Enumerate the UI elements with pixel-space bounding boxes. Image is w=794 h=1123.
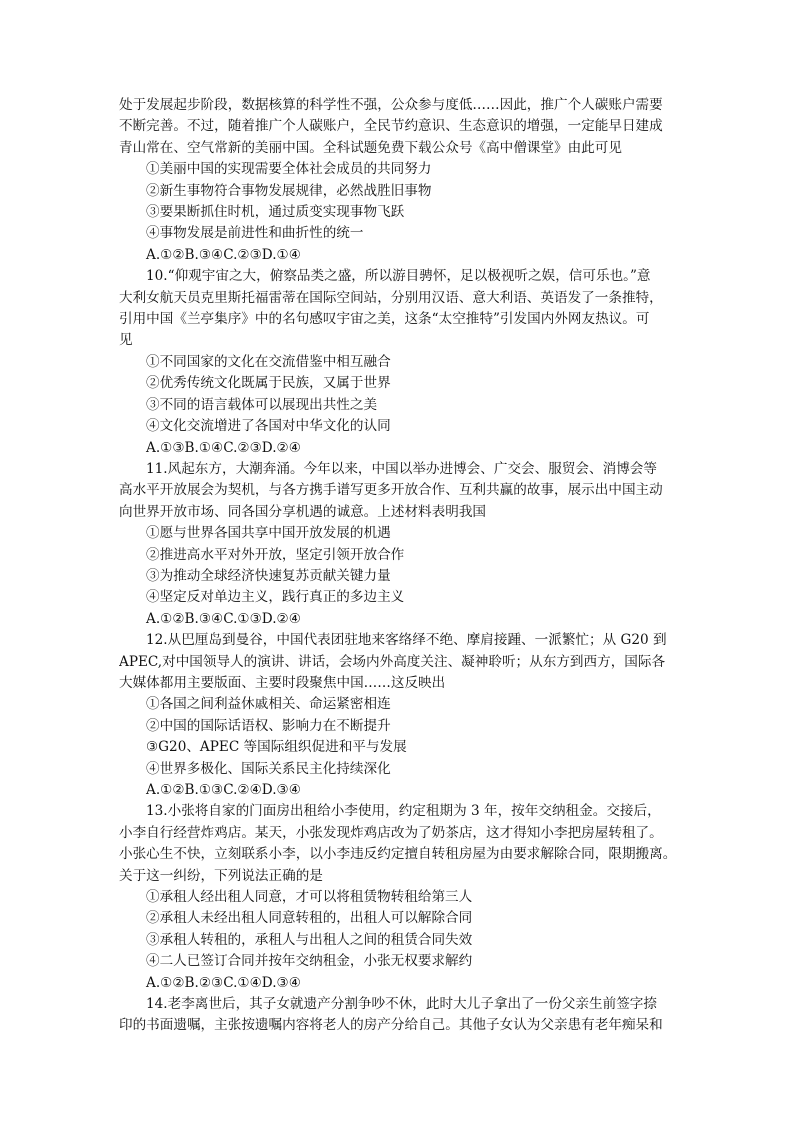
body-text-line: 小李自行经营炸鸡店。某天，小张发现炸鸡店改为了奶茶店，这才得知小李把房屋转租了。 [119,824,663,841]
body-text-line: 小张心生不快，立刻联系小李，以小李违反约定擅自转租房屋为由要求解除合同，限期搬离。 [119,846,677,863]
answer-option: ③G20、APEC 等国际组织促进和平与发展 [146,739,407,756]
answer-option: ④二人已签订合同并按年交纳租金，小张无权要求解约 [146,953,473,970]
answer-option: ③不同的语言载体可以展现出共性之美 [146,396,378,413]
answer-choices: A.①③B.①④C.②③D.②④ [146,439,301,456]
body-text-line: 印的书面遗嘱，主张按遗嘱内容将老人的房产分给自己。其他子女认为父亲患有老年痴呆和 [119,1017,663,1034]
answer-option: ③承租人转租的，承租人与出租人之间的租赁合同失效 [146,931,473,948]
answer-choices: A.①②B.①③C.②④D.③④ [146,782,301,798]
body-text-line: APEC,对中国领导人的演讲、讲话，会场内外高度关注、凝神聆听；从东方到西方，国际各 [119,653,666,670]
answer-option: ④事物发展是前进性和曲折性的统一 [146,225,364,242]
body-text-line: 处于发展起步阶段，数据核算的科学性不强，公众参与度低……因此，推广个人碳账户需要 [119,97,663,113]
answer-option: ③要果断抓住时机，通过质变实现事物飞跃 [146,204,405,221]
answer-option: ①愿与世界各国共享中国开放发展的机遇 [146,525,391,542]
answer-option: ①承租人经出租人同意，才可以将租赁物转租给第三人 [146,889,473,906]
answer-option: ②推进高水平对外开放，坚定引领开放合作 [146,546,405,563]
question-stem: 11.风起东方，大潮奔涌。今年以来，中国以举办进博会、广交会、服贸会、消博会等 [146,460,657,477]
question-stem: 10.“仰观宇宙之大，俯察品类之盛，所以游目骋怀，足以极视听之娱，信可乐也。”意 [146,268,651,285]
answer-choices: A.①②B.③④C.①③D.②④ [146,610,301,627]
body-text-line: 见 [119,332,133,349]
body-text-line: 引用中国《兰亭集序》中的名句感叹宇宙之美，这条“太空推特”引发国内外网友热议。可 [119,311,650,328]
answer-option: ①各国之间利益休戚相关、命运紧密相连 [146,696,391,713]
answer-option: ④世界多极化、国际关系民主化持续深化 [146,760,391,777]
question-stem: 13.小张将自家的门面房出租给小李使用，约定租期为 3 年，按年交纳租金。交接后， [146,803,661,820]
body-text-line: 大媒体都用主要版面、主要时段聚焦中国……这反映出 [119,674,446,691]
answer-option: ②优秀传统文化既属于民族，又属于世界 [146,375,391,392]
answer-option: ②新生事物符合事物发展规律，必然战胜旧事物 [146,182,432,199]
answer-option: ③为推动全球经济快速复苏贡献关键力量 [146,567,391,584]
answer-option: ①不同国家的文化在交流借鉴中相互融合 [146,353,391,370]
body-text-line: 关于这一纠纷，下列说法正确的是 [119,867,323,884]
body-text-line: 青山常在、空气常新的美丽中国。全科试题免费下载公众号《高中僧课堂》由此可见 [119,139,622,156]
document-body [119,95,679,1037]
answer-option: ④文化交流增进了各国对中华文化的认同 [146,418,391,435]
body-text-line: 大利女航天员克里斯托福雷蒂在国际空间站，分别用汉语、意大利语、英语发了一条推特， [119,289,663,306]
body-text-line: 不断完善。不过，随着推广个人碳账户，全民节约意识、生态意识的增强，一定能早日建成 [119,118,663,135]
body-text-line: 向世界开放市场、同各国分享机遇的诚意。上述材料表明我国 [119,503,487,520]
question-stem: 12.从巴厘岛到曼谷，中国代表团驻地来客络绎不绝、摩肩接踵、一派繁忙；从 G20 到 [146,632,667,649]
answer-option: ④坚定反对单边主义，践行真正的多边主义 [146,589,405,606]
question-stem: 14.老李离世后，其子女就遗产分割争吵不休，此时大儿子拿出了一份父亲生前签字捺 [146,996,657,1013]
answer-option: ②承租人未经出租人同意转租的，出租人可以解除合同 [146,910,473,927]
body-text-line: 高水平开放展会为契机，与各方携手谱写更多开放合作、互利共赢的故事，展示出中国主动 [119,482,663,499]
answer-option: ①美丽中国的实现需要全体社会成员的共同努力 [146,161,432,178]
answer-option: ②中国的国际话语权、影响力在不断提升 [146,717,391,734]
answer-choices: A.①②B.③④C.②③D.①④ [146,246,301,263]
answer-choices: A.①②B.②③C.①④D.③④ [146,974,301,991]
